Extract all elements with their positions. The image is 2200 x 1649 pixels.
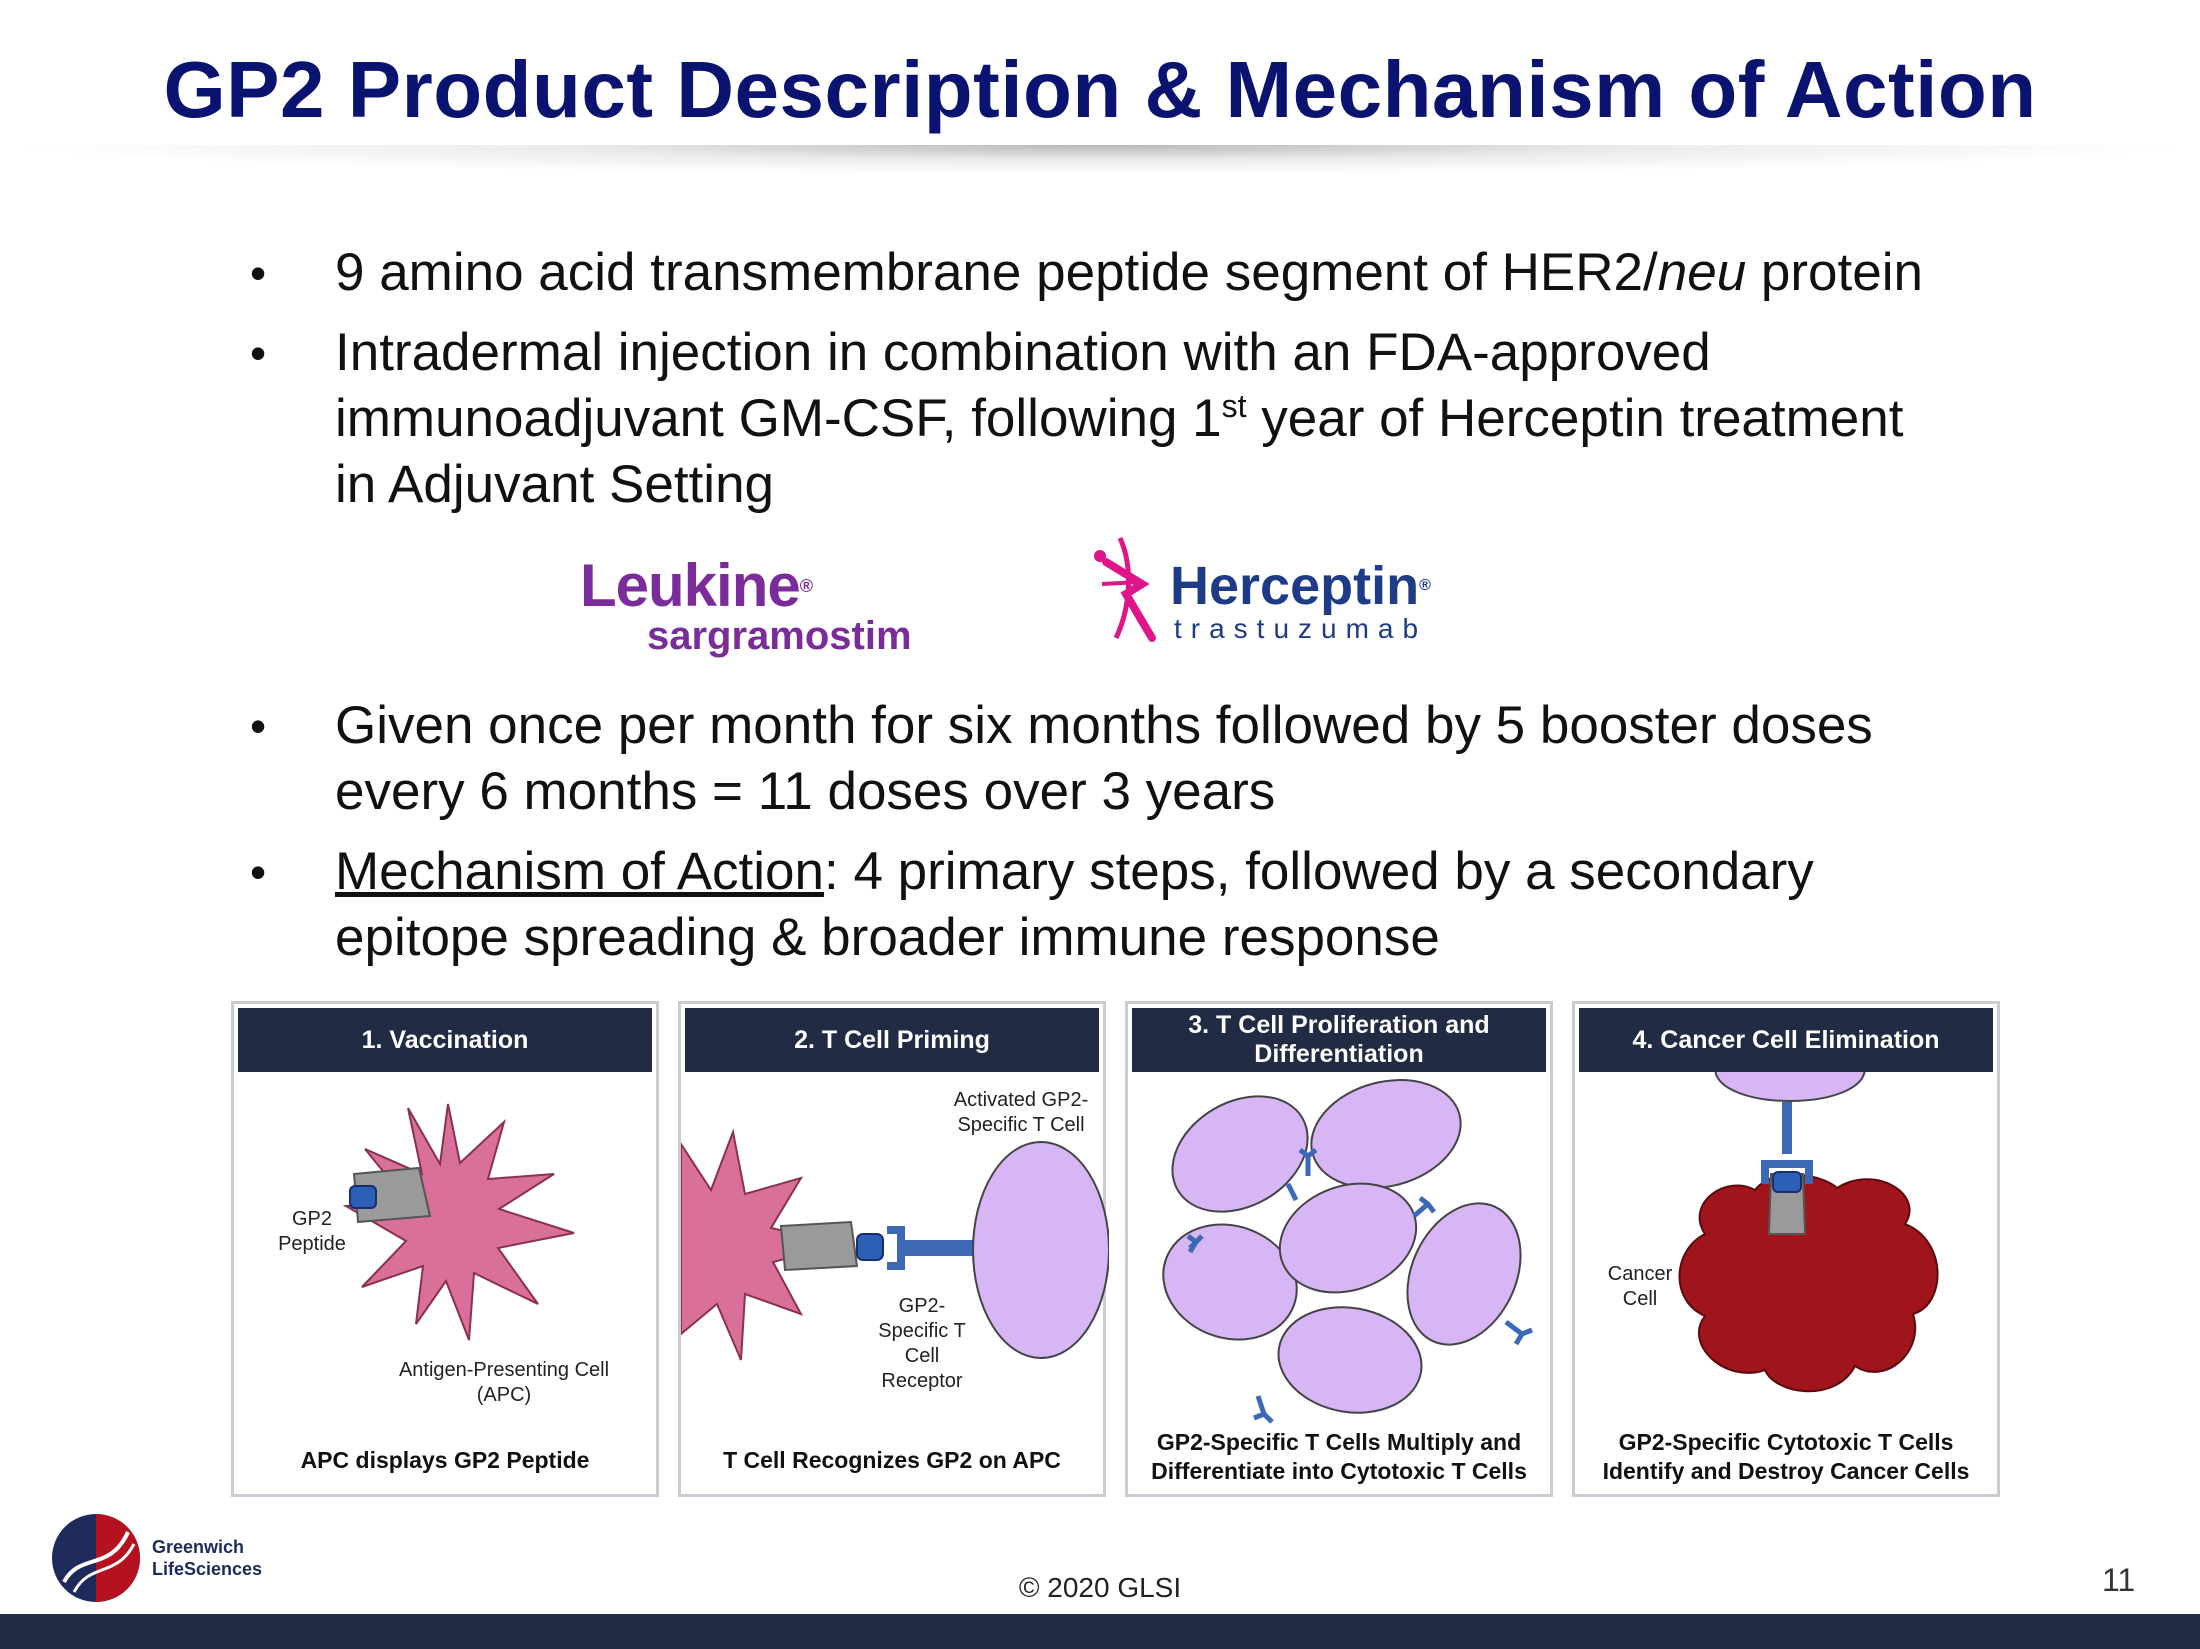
t-cell-shape bbox=[1270, 1296, 1430, 1423]
herceptin-logo-text: Herceptin bbox=[1170, 556, 1420, 616]
cancer-cell-label: Cancer Cell bbox=[1607, 1263, 1673, 1310]
peptide-tube bbox=[781, 1222, 857, 1270]
bullet-dosing bbox=[250, 693, 2050, 825]
t-cell-proliferation-illustration bbox=[1128, 1004, 1556, 1500]
title-divider-shadow bbox=[0, 145, 2200, 175]
bullet-mechanism bbox=[250, 839, 2050, 971]
bullet-text: immunoadjuvant GM-CSF, following 1 bbox=[335, 389, 1222, 448]
leukine-logo-text: Leukine bbox=[580, 552, 800, 619]
leukine-logo bbox=[580, 552, 912, 658]
panel-header: 2. T Cell Priming bbox=[685, 1008, 1099, 1072]
leukine-registered-mark: ® bbox=[799, 576, 812, 596]
gp2-peptide-shape bbox=[1773, 1172, 1801, 1192]
panel-cancer-cell-elimination bbox=[1572, 1001, 2000, 1497]
bullet-text: protein bbox=[1746, 243, 1923, 302]
herceptin-registered-mark: ® bbox=[1419, 577, 1431, 594]
bullet-dot: • bbox=[250, 327, 267, 379]
gp2-peptide-shape bbox=[350, 1186, 376, 1208]
cancer-cell-elimination-illustration bbox=[1575, 1004, 2003, 1500]
panel-header: 1. Vaccination bbox=[238, 1008, 652, 1072]
bullet-injection bbox=[250, 320, 2050, 518]
bullet-dot: • bbox=[250, 700, 267, 752]
bullet-text: year of Herceptin treatment bbox=[1246, 389, 1904, 448]
t-cell-receptor-label: GP2- Specific T Cell Receptor bbox=[878, 1295, 966, 1392]
footer-bar bbox=[0, 1614, 2200, 1649]
apc-star-shape bbox=[346, 1104, 574, 1340]
panel-caption: APC displays GP2 Peptide bbox=[300, 1447, 590, 1473]
bullet-text: 9 amino acid transmembrane peptide segment of HER2/ bbox=[335, 243, 1658, 302]
gp2-peptide-shape bbox=[857, 1234, 883, 1260]
page-number: 11 bbox=[2102, 1562, 2136, 1598]
company-name-line2: LifeSciences bbox=[152, 1559, 263, 1579]
t-cell-receptor-stem bbox=[1782, 1102, 1792, 1154]
panel-caption: GP2-Specific T Cells Multiply and Differentiate into Cytotoxic T Cells bbox=[1151, 1429, 1527, 1484]
copyright-text: © 2020 GLSI bbox=[1018, 1572, 1182, 1603]
bullet-text: Given once per month for six months followed by 5 booster doses bbox=[335, 696, 1873, 755]
bullet-peptide bbox=[250, 240, 2050, 306]
leukine-logo-subtext: sargramostim bbox=[647, 614, 912, 658]
panel-caption: T Cell Recognizes GP2 on APC bbox=[723, 1447, 1061, 1473]
t-cell-priming-illustration bbox=[681, 1004, 1109, 1500]
herceptin-logo-subtext: trastuzumab bbox=[1174, 613, 1428, 644]
bullet-text: Intradermal injection in combination with an FDA-approved bbox=[335, 323, 1711, 382]
panel-caption: GP2-Specific Cytotoxic T Cells Identify and Destroy Cancer Cells bbox=[1602, 1429, 1970, 1484]
panel-vaccination bbox=[231, 1001, 659, 1497]
t-cell-shape bbox=[973, 1142, 1109, 1358]
bullet-dot: • bbox=[250, 846, 267, 898]
t-cell-shape bbox=[1299, 1064, 1473, 1204]
panel-t-cell-proliferation bbox=[1125, 1001, 1553, 1497]
bullet-text: every 6 months = 11 doses over 3 years bbox=[335, 762, 1276, 821]
panel-header: 4. Cancer Cell Elimination bbox=[1579, 1008, 1993, 1072]
activated-t-cell-label: Activated GP2- Specific T Cell bbox=[953, 1089, 1089, 1136]
gp2-peptide-label: GP2 Peptide bbox=[278, 1208, 346, 1255]
bullet-list-bottom bbox=[250, 693, 2050, 985]
mechanism-underlined-text: Mechanism of Action bbox=[335, 842, 825, 901]
bullet-dot: • bbox=[250, 247, 267, 299]
bullet-italic-text: neu bbox=[1657, 243, 1747, 302]
company-name-line1: Greenwich bbox=[152, 1537, 245, 1557]
bullet-text: in Adjuvant Setting bbox=[335, 455, 775, 514]
bullet-text: epitope spreading & broader immune response bbox=[335, 908, 1440, 967]
panel-header: 3. T Cell Proliferation and Differentiation bbox=[1132, 1008, 1546, 1072]
cancer-cell-shape bbox=[1679, 1175, 1937, 1392]
t-cell-receptor-shape bbox=[887, 1230, 977, 1266]
slide-title: GP2 Product Description & Mechanism of Action bbox=[163, 45, 2037, 134]
bullet-superscript: st bbox=[1221, 388, 1247, 424]
bullet-list-top bbox=[250, 240, 2050, 532]
bullet-text: : 4 primary steps, followed by a secondary bbox=[824, 842, 1814, 901]
apc-label: Antigen-Presenting Cell (APC) bbox=[398, 1359, 610, 1406]
panel-t-cell-priming bbox=[678, 1001, 1106, 1497]
t-cell-shape bbox=[1715, 1068, 1865, 1101]
herceptin-logo bbox=[1170, 558, 1431, 644]
